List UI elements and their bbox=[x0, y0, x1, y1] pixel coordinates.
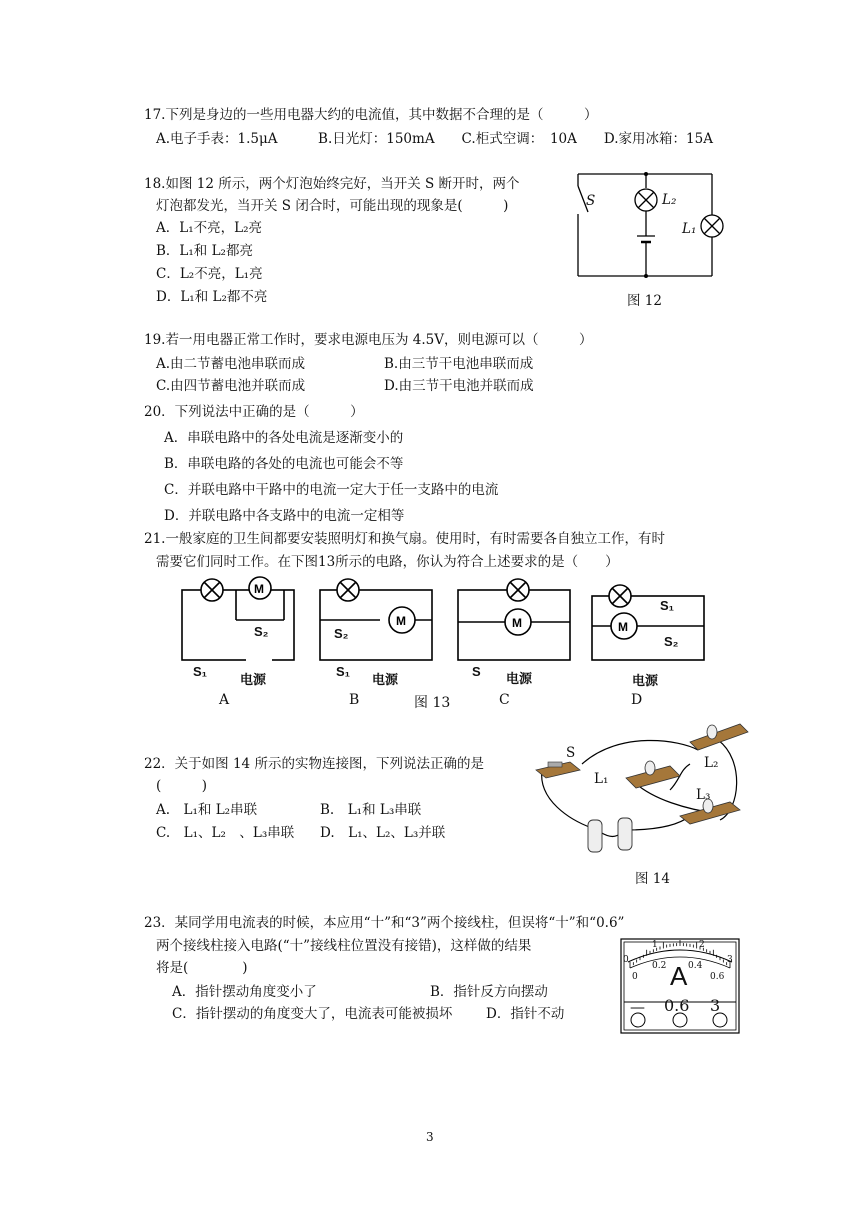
ammeter-scale-bot-0: 0 bbox=[632, 972, 638, 982]
fig13d-s1: S₁ bbox=[660, 598, 675, 613]
motor-label: M bbox=[512, 616, 522, 630]
ammeter-terminal-06: 0.6 bbox=[664, 996, 690, 1015]
q20-stem: 20．下列说法中正确的是（ ） bbox=[144, 404, 364, 420]
ammeter-terminal-3: 3 bbox=[710, 996, 721, 1015]
fig14-label-l3: L₃ bbox=[696, 787, 711, 803]
q21-stem-2: 需要它们同时工作。在下图13所示的电路，你认为符合上述要求的是（ ） bbox=[156, 554, 619, 570]
fig13-label-c: C bbox=[499, 692, 510, 708]
ammeter-terminal-minus: — bbox=[630, 998, 645, 1016]
q20-option-d: D．并联电路中各支路中的电流一定相等 bbox=[164, 508, 405, 524]
q21-stem-1: 21.一般家庭的卫生间都要安装照明灯和换气扇。使用时，有时需要各自独立工作，有时 bbox=[144, 531, 665, 547]
fig13b-s1: S₁ bbox=[336, 664, 351, 679]
q22-option-c: C. L₁、L₂ 、L₃串联 bbox=[156, 825, 295, 841]
q23-stem-1: 23．某同学用电流表的时候，本应用“十”和“3”两个接线柱，但误将“十”和“0.6” bbox=[144, 915, 625, 931]
fig14-label-s: S bbox=[566, 745, 576, 761]
q23-option-a: A．指针摆动角度变小了 bbox=[172, 984, 317, 1000]
q17-options: A.电子手表：1.5μA B.日光灯：150mA C.柜式空调： 10A D.家用冰箱：15A bbox=[156, 131, 713, 147]
q18-stem-1: 18.如图 12 所示，两个灯泡始终完好，当开关 S 断开时，两个 bbox=[144, 176, 520, 192]
q18-option-b: B．L₁和 L₂都亮 bbox=[156, 243, 253, 259]
motor-label: M bbox=[618, 620, 628, 634]
ammeter-scale-bot-2: 0.4 bbox=[688, 961, 703, 971]
figure-14-physical-circuit bbox=[530, 720, 750, 860]
fig13a-s2: S₂ bbox=[254, 624, 269, 639]
q22-stem-1: 22．关于如图 14 所示的实物连接图，下列说法正确的是 bbox=[144, 756, 484, 772]
q19-stem: 19.若一用电器正常工作时，要求电源电压为 4.5V，则电源可以（ ） bbox=[144, 332, 593, 348]
q23-option-b: B．指针反方向摆动 bbox=[430, 984, 548, 1000]
q19-option-a: A.由二节蓄电池串联而成 bbox=[156, 356, 306, 372]
figure-13-circuit-c bbox=[456, 576, 576, 666]
fig13a-src: 电源 bbox=[240, 672, 267, 687]
motor-label: M bbox=[396, 614, 406, 628]
page-number: 3 bbox=[426, 1130, 434, 1144]
fig13b-src: 电源 bbox=[372, 672, 399, 687]
fig14-label-l1: L₁ bbox=[594, 771, 609, 787]
ammeter-scale-top-0: 0 bbox=[623, 955, 629, 965]
fig13b-s2: S₂ bbox=[334, 626, 349, 641]
fig13-caption: 图 13 bbox=[414, 695, 451, 711]
fig14-label-l2: L₂ bbox=[704, 755, 719, 771]
ammeter-scale-top-3: 3 bbox=[727, 955, 733, 965]
q18-option-c: C．L₂不亮，L₁亮 bbox=[156, 266, 263, 282]
q17-stem: 17.下列是身边的一些用电器大约的电流值，其中数据不合理的是（ ） bbox=[144, 107, 598, 123]
fig12-label-s: S bbox=[586, 193, 596, 209]
figure-13-circuit-b bbox=[318, 576, 438, 666]
fig12-label-l2: L₂ bbox=[662, 192, 677, 208]
q22-stem-2: ( ) bbox=[156, 778, 208, 794]
figure-12-circuit bbox=[570, 168, 720, 278]
q18-option-a: A．L₁不亮，L₂亮 bbox=[156, 220, 263, 236]
ammeter-scale-bot-3: 0.6 bbox=[710, 972, 725, 982]
motor-label: M bbox=[254, 582, 264, 596]
fig12-caption: 图 12 bbox=[627, 293, 662, 309]
q19-option-b: B.由三节干电池串联而成 bbox=[384, 356, 534, 372]
q23-option-d: D．指针不动 bbox=[486, 1006, 565, 1022]
fig13-label-b: B bbox=[349, 692, 360, 708]
fig13d-src: 电源 bbox=[632, 673, 659, 688]
ammeter-unit: A bbox=[670, 961, 688, 991]
q19-option-c: C.由四节蓄电池并联而成 bbox=[156, 378, 306, 394]
q20-option-b: B．串联电路的各处的电流也可能会不等 bbox=[164, 456, 404, 472]
q18-option-d: D．L₁和 L₂都不亮 bbox=[156, 289, 268, 305]
q20-option-a: A．串联电路中的各处电流是逐渐变小的 bbox=[164, 430, 404, 446]
fig13-label-a: A bbox=[219, 692, 230, 708]
ammeter-scale-top-1: 1 bbox=[652, 940, 658, 950]
figure-13-circuit-d bbox=[590, 576, 710, 666]
fig14-caption: 图 14 bbox=[635, 871, 670, 887]
fig13c-src: 电源 bbox=[506, 671, 533, 686]
figure-13-circuit-a bbox=[180, 576, 300, 666]
q22-option-a: A. L₁和 L₂串联 bbox=[156, 802, 258, 818]
fig13a-s1: S₁ bbox=[193, 664, 208, 679]
q23-stem-3: 将是( ) bbox=[156, 960, 248, 976]
fig13-label-d: D bbox=[631, 692, 643, 708]
q18-stem-2: 灯泡都发光，当开关 S 闭合时，可能出现的现象是( ) bbox=[156, 198, 509, 214]
q22-option-d: D. L₁、L₂、L₃并联 bbox=[320, 825, 446, 841]
fig12-label-l1: L₁ bbox=[682, 221, 697, 237]
fig13d-s2: S₂ bbox=[664, 634, 679, 649]
fig13c-s: S bbox=[472, 664, 481, 679]
ammeter-scale-top-2: 2 bbox=[699, 940, 705, 950]
q22-option-b: B. L₁和 L₃串联 bbox=[320, 802, 422, 818]
q23-option-c: C．指针摆动的角度变大了，电流表可能被损坏 bbox=[172, 1006, 453, 1022]
q19-option-d: D.由三节干电池并联而成 bbox=[384, 378, 534, 394]
q23-stem-2: 两个接线柱接入电路(“十”接线柱位置没有接错)，这样做的结果 bbox=[156, 938, 532, 954]
ammeter-scale-bot-1: 0.2 bbox=[652, 961, 667, 971]
q20-option-c: C．并联电路中干路中的电流一定大于任一支路中的电流 bbox=[164, 482, 499, 498]
